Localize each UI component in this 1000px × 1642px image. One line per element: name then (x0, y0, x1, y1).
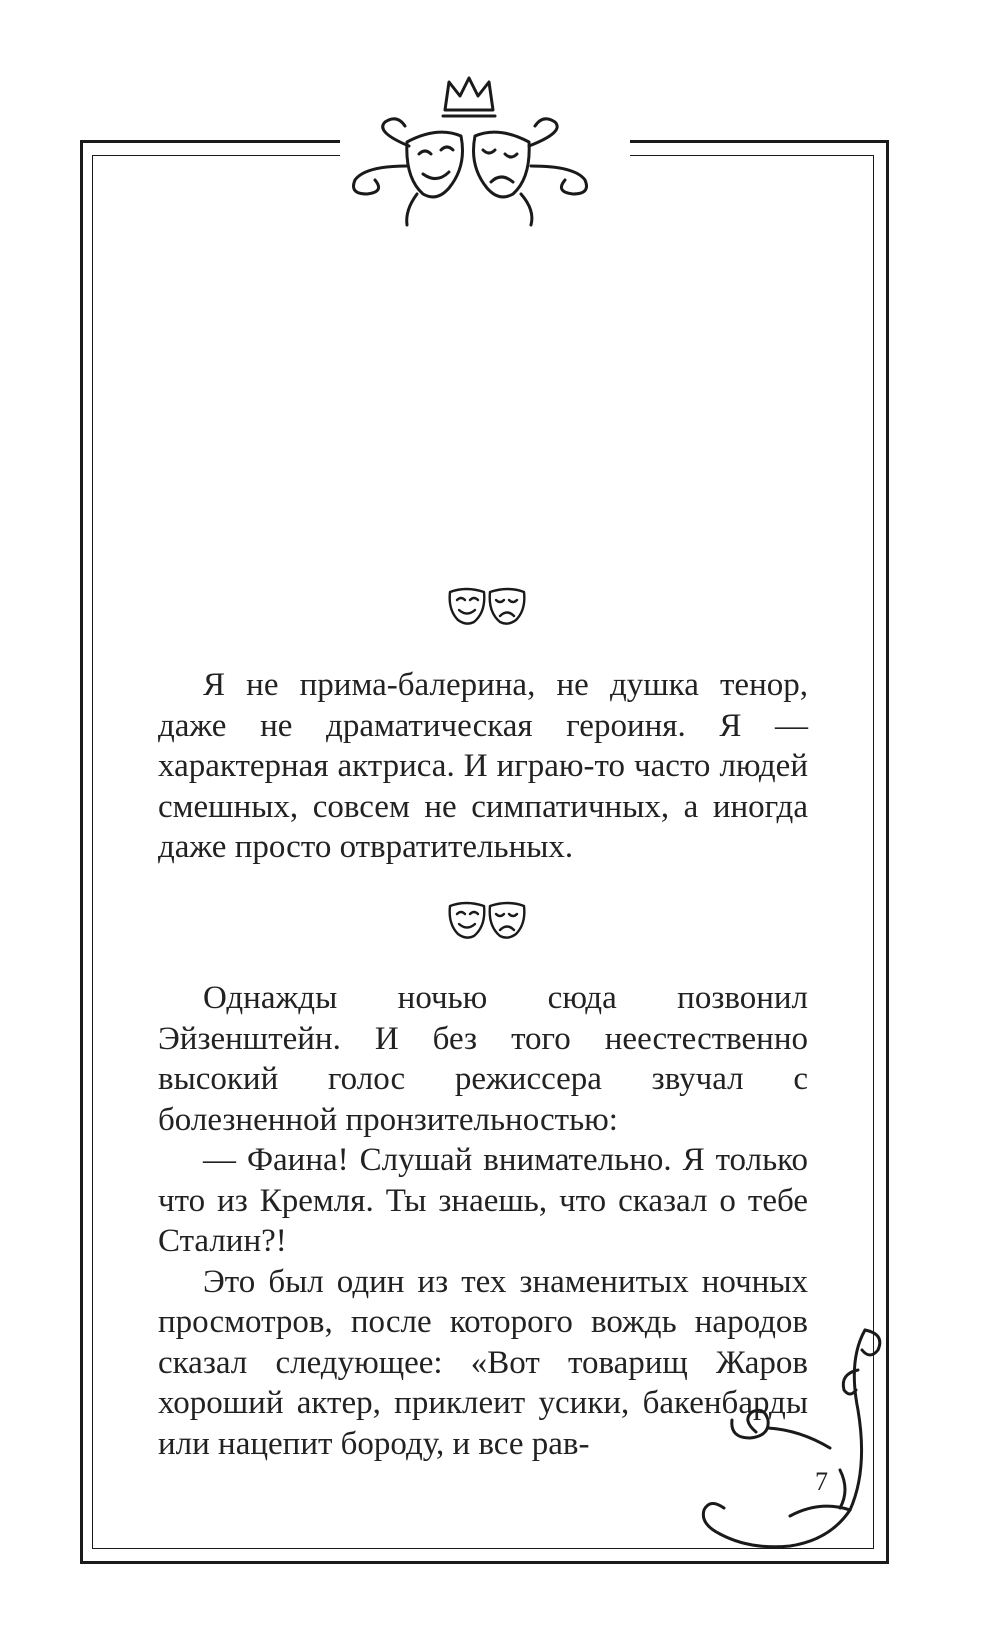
crown-theater-masks-ornament-icon (345, 70, 615, 235)
theater-masks-icon (446, 898, 528, 940)
paragraph: Однажды ночью сюда позвонил Эйзенштейн. И без того неестественно высокий голос режиссера звучал с болезненной пронзительностью: (158, 980, 808, 1138)
paragraph: Я не прима-балерина, не душка тенор, даже не драматическая героиня. Я — характерная актриса. И играю-то часто людей смешных, совсем не симпатичных, а иногда даже просто отвратительных. (158, 667, 808, 865)
page-number: 7 (815, 1467, 828, 1496)
flourish-corner-icon (690, 1320, 895, 1560)
theater-masks-icon (446, 584, 528, 626)
paragraph-block-top (158, 665, 808, 868)
paragraph: Это был один из тех знаменитых ночных просмотров, после которого вождь народов сказал следующее: «Вот товарищ Жаров хороший актер, приклеит усики, бакенбарды или нацепит бороду, и все рав- (158, 1263, 808, 1462)
paragraph: — Фаина! Слушай внимательно. Я только что из Кремля. Ты знаешь, что сказал о тебе Сталин?! (158, 1142, 808, 1259)
